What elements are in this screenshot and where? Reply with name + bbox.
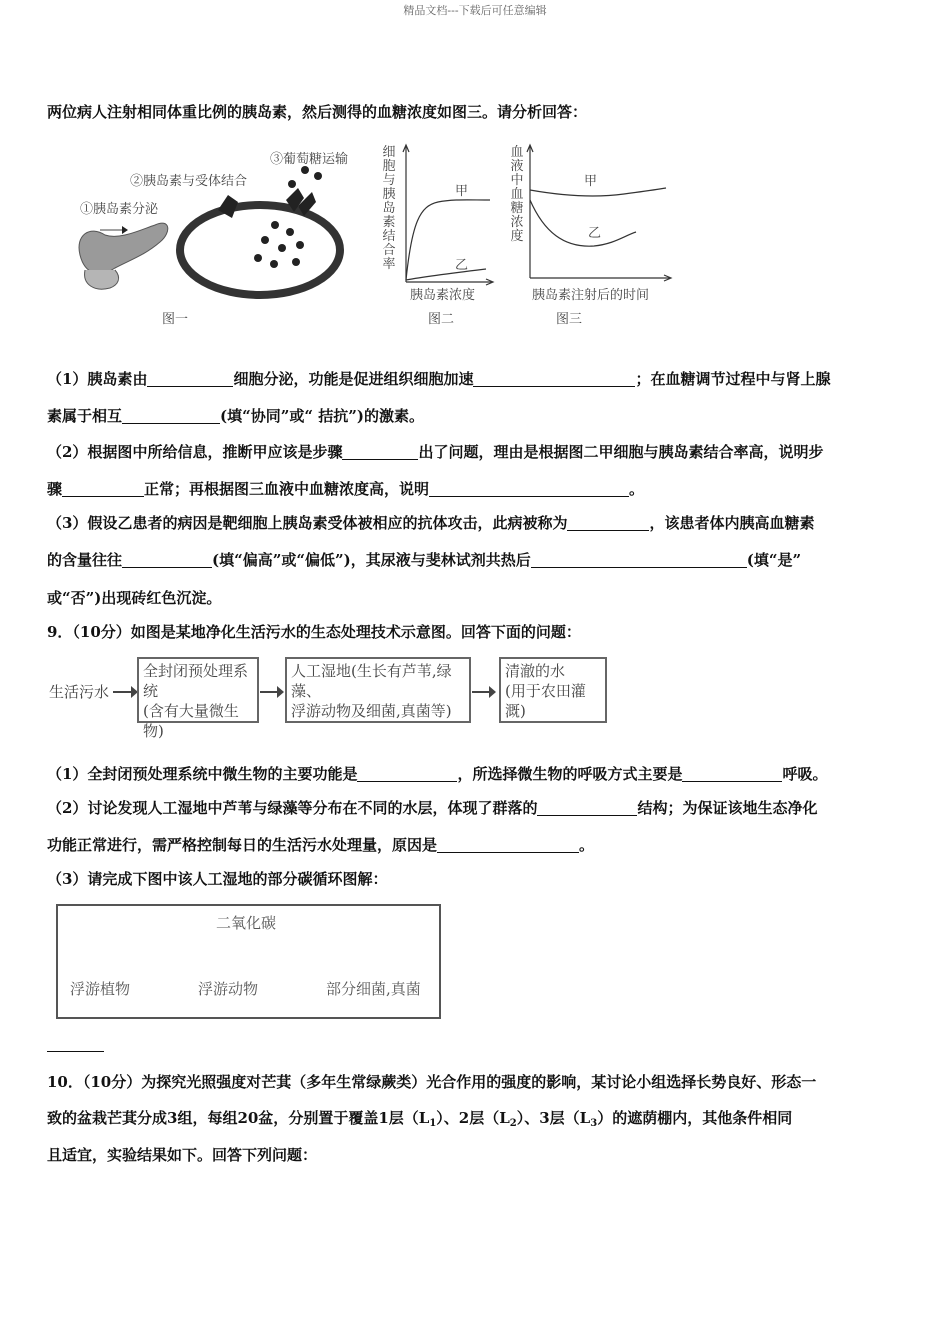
q9-part2-line1 [47,798,817,818]
arrow-head-icon [489,686,496,698]
q10-l2d: ）的遮荫棚内，其他条件相同 [597,1109,793,1127]
q8-part2-line1 [47,442,823,462]
answer-blank[interactable] [62,481,144,497]
figure-1-step1: ①胰岛素分泌 [80,202,159,217]
q9-part1 [47,764,827,784]
flow-box-clean-water [499,657,607,723]
q8-p2c: 骤 [47,480,63,498]
figure-3-series-b: 乙 [588,226,602,241]
figure-2-xlabel: 胰岛素浓度 [410,288,476,303]
q9-p1a: （1）全封闭预处理系统中微生物的主要功能是 [47,765,358,783]
q10-l2c: ）、3层（L [516,1109,591,1127]
flow-start: 生活污水 [49,683,110,701]
q9-p1c: 呼吸。 [782,765,828,783]
carbon-co2: 二氧化碳 [216,914,277,932]
answer-blank[interactable] [531,552,747,568]
q10-sub1: 1 [429,1118,437,1129]
q8-p3a: （3）假设乙患者的病因是靶细胞上胰岛素受体被相应的抗体攻击，此病被称为 [47,514,568,532]
figure-1-caption: 图一 [162,312,189,327]
carbon-cycle-box [56,904,441,1019]
answer-blank[interactable] [122,408,220,424]
answer-blank[interactable] [437,837,579,853]
flow-box-line: 人工湿地(生长有芦苇,绿藻、 [291,662,452,700]
figure-3-plot [524,142,674,282]
q8-part3-line2 [47,550,801,570]
answer-blank[interactable] [342,444,418,460]
arrow-head-icon [277,686,284,698]
answer-blank[interactable] [122,552,212,568]
figure-3-series-a: 甲 [584,174,598,189]
figure-1-step3: ③葡萄糖运输 [270,152,349,167]
divider [47,1051,104,1052]
flow-box-line: (含有大量微生物) [143,702,239,740]
q8-part2-line2 [47,479,644,499]
figure-3 [508,142,678,337]
q10-sub3: 3 [590,1118,598,1129]
q9-p2b: 结构；为保证该地生态净化 [637,799,818,817]
q8-p2d: 正常；再根据图三血液中血糖浓度高，说明 [144,480,430,498]
answer-blank[interactable] [682,766,782,782]
q8-p1b: 细胞分泌，功能是促进组织细胞加速 [233,370,474,388]
q9-p2a: （2）讨论发现人工湿地中芦苇与绿藻等分布在不同的水层，体现了群落的 [47,799,538,817]
q8-p3c: 的含量往往 [47,551,123,569]
q10-sub2: 2 [509,1118,517,1129]
carbon-animal: 浮游动物 [198,980,259,998]
q10-l2a: 致的盆栽芒萁分成3组，每组20盆，分别置于覆盖1层（L [47,1109,430,1127]
q9-p2d: 。 [579,836,595,854]
q9-stem: 9．（10分）如图是某地净化生活污水的生态处理技术示意图。回答下面的问题： [47,623,581,641]
q8-part1-line1 [47,369,830,389]
figure-2-series-b: 乙 [455,258,469,273]
flow-box-line: 浮游动物及细菌,真菌等) [291,702,452,720]
figure-2 [380,142,495,337]
flow-box-line: 清澈的水 [505,662,566,680]
q8-p1d: 素属于相互 [47,407,123,425]
figure-2-plot [398,142,498,292]
q10-line1: 10．（10分）为探究光照强度对芒萁（多年生常绿蕨类）光合作用的强度的影响，某讨论小组选择长势良好、形态一 [47,1073,817,1091]
q9-part3: （3）请完成下图中该人工湿地的部分碳循环图解： [47,870,388,888]
q8-p2b: 出了问题，理由是根据图二甲细胞与胰岛素结合率高，说明步 [418,443,824,461]
q9-p1b: ，所选择微生物的呼吸方式主要是 [457,765,683,783]
figure-3-ylabel: 血液中血糖浓度 [510,145,524,244]
q10-line3: 且适宜，实验结果如下。回答下列问题： [47,1146,318,1164]
q9-part2-line2 [47,835,594,855]
answer-blank[interactable] [567,515,649,531]
figure-2-ylabel: 细胞与胰岛素结合率 [382,145,396,272]
flow-box-line: (用于农田灌溉) [505,682,586,720]
flow-box-line: 全封闭预处理系统 [143,662,249,700]
q8-part3-line1 [47,513,814,533]
q8-p1e: (填“协同”或“ 拮抗”)的激素。 [220,407,424,425]
q8-p2a: （2）根据图中所给信息，推断甲应该是步骤 [47,443,343,461]
figure-3-xlabel: 胰岛素注射后的时间 [532,288,650,303]
figure-1 [60,140,370,340]
q8-p3b: ，该患者体内胰高血糖素 [649,514,815,532]
page-header: 精品文档---下载后可任意编辑 [403,4,547,17]
flow-box-wetland [285,657,471,723]
q8-p3d: (填“偏高”或“偏低”)，其尿液与斐林试剂共热后 [212,551,531,569]
answer-blank[interactable] [147,371,233,387]
q8-part1-line2 [47,406,424,426]
q9-p2c: 功能正常进行，需严格控制每日的生活污水处理量，原因是 [47,836,438,854]
answer-blank[interactable] [473,371,635,387]
figure-2-series-a: 甲 [455,184,469,199]
figure-3-caption: 图三 [556,312,583,327]
q10-l2b: ）、2层（L [436,1109,510,1127]
carbon-microbe: 部分细菌,真菌 [326,980,421,998]
figure-1-step2: ②胰岛素与受体结合 [130,174,248,189]
sewage-flow-diagram [47,655,617,740]
flow-box-preprocess [137,657,259,740]
figure-2-caption: 图二 [428,312,455,327]
q8-part3-line3: 或“否”)出现砖红色沉淀。 [47,589,222,607]
q8-p1c: ；在血糖调节过程中与肾上腺 [635,370,831,388]
intro-text: 两位病人注射相同体重比例的胰岛素，然后测得的血糖浓度如图三。请分析回答： [47,103,588,121]
carbon-plant: 浮游植物 [70,980,131,998]
answer-blank[interactable] [537,800,637,816]
q8-p2e: 。 [629,480,645,498]
answer-blank[interactable] [429,481,629,497]
q10-line2 [47,1108,792,1134]
q8-p3e: (填“是” [746,551,802,569]
q8-p1a: （1）胰岛素由 [47,370,148,388]
answer-blank[interactable] [357,766,457,782]
